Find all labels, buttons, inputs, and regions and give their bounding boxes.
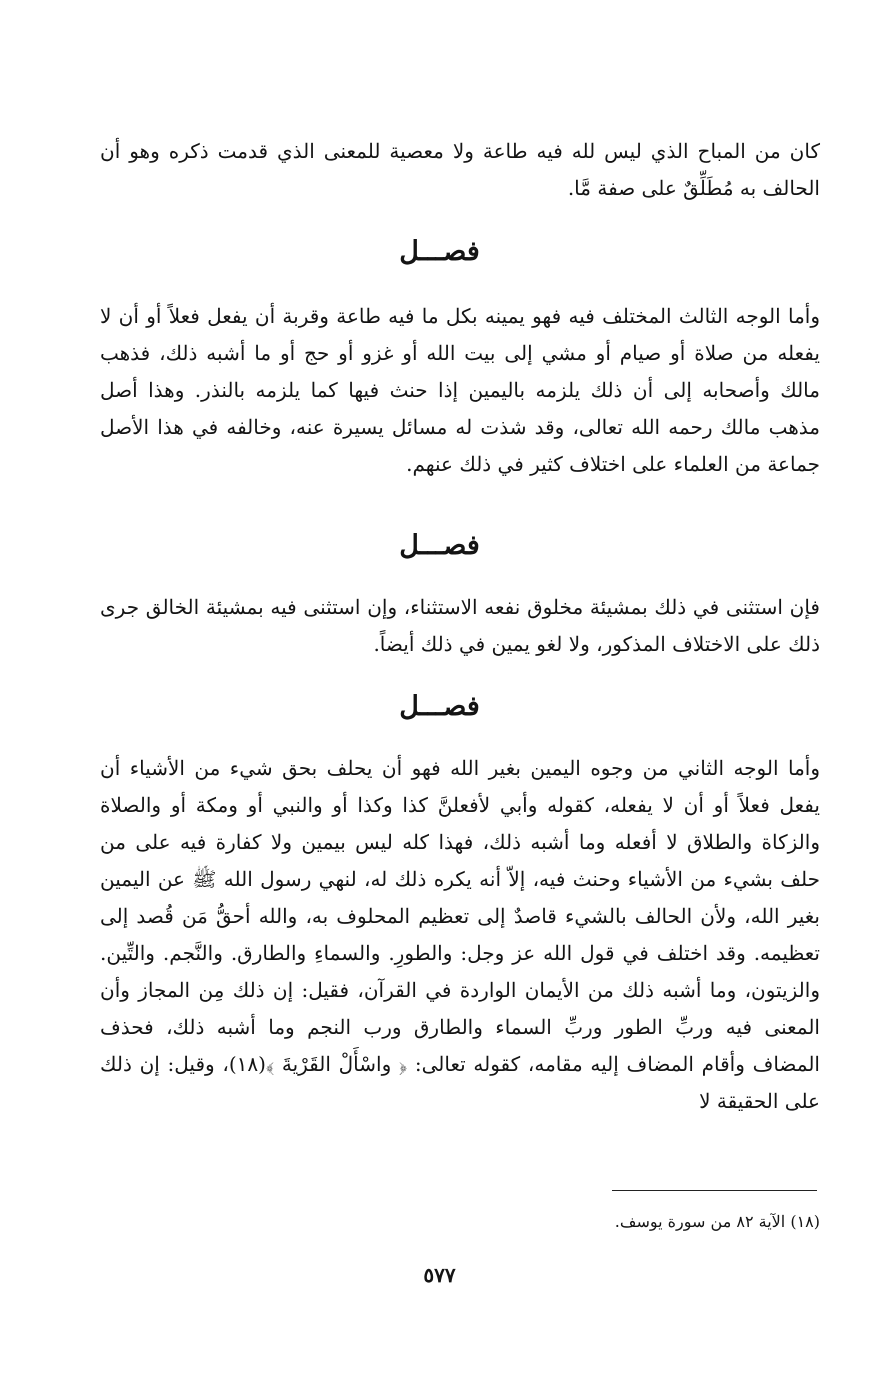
paragraph: فإن استثنى في ذلك بمشيئة مخلوق نفعه الاستثناء، وإن استثنى فيه بمشيئة الخالق جرى ذلك على الاختلاف المذكور، ولا لغو يمين في ذلك أيضاً. — [100, 595, 820, 656]
paragraph: كان من المباح الذي ليس لله فيه طاعة ولا معصية للمعنى الذي قدمت ذكره وهو أن الحالف به مُطَلِّقٌ على صفة مَّا. — [100, 139, 820, 200]
section-heading: فصـــل — [399, 236, 480, 267]
paragraph: وأما الوجه الثاني من وجوه اليمين بغير الله فهو أن يحلف بحق شيء من الأشياء أن يفعل فعلاً أو أن لا يفعله، كقوله وأبي لأفعلنَّ كذا وكذا أو والنبي أو ومكة أو والصلاة والزكاة والطلاق لا أفعله وما أشبه ذلك، فهذا كله ليس بيمين ولا كفارة فيه على من حلف بشيء من الأشياء وحنث فيه، إلاّ أنه يكره ذلك له، لنهي رسول الله ﷺ عن اليمين بغير الله، ولأن الحالف بالشيء قاصدٌ إلى تعظيم المحلوف به، والله أحقُّ مَن قُصد إلى تعظيمه. وقد اختلف في قول الله عز وجل: والطورِ. والسماءِ والطارق. والنَّجم. والتِّين. والزيتون، وما أشبه ذلك من الأيمان الواردة في القرآن، فقيل: إن ذلك مِن المجاز وأن المعنى فيه وربِّ الطور وربِّ السماء والطارق ورب النجم وما أشبه ذلك، فحذف المضاف وأقام المضاف إليه مقامه، كقوله تعالى: ﴿ واسْأَلْ القَرْيةَ ﴾(١٨)، وقيل: إن ذلك على الحقيقة لا — [100, 756, 820, 1113]
footnote: (١٨) الآية ٨٢ من سورة يوسف. — [614, 1212, 820, 1231]
page-number: ٥٧٧ — [423, 1263, 456, 1287]
footnote-divider — [612, 1190, 817, 1191]
section-heading: فصـــل — [399, 691, 480, 722]
section-heading: فصـــل — [399, 530, 480, 561]
paragraph: وأما الوجه الثالث المختلف فيه فهو يمينه بكل ما فيه طاعة وقربة أن يفعل فعلاً أو أن لا يفعله من صلاة أو صيام أو مشي إلى بيت الله أو غزو أو حج أو ما أشبه ذلك، فذهب مالك وأصحابه إلى أن ذلك يلزمه باليمين إذا حنث فيها كما يلزمه بالنذر. وهذا أصل مذهب مالك رحمه الله تعالى، وقد شذت له مسائل يسيرة عنه، وخالفه في هذا الأصل جماعة من العلماء على اختلاف كثير في ذلك عنهم. — [100, 304, 820, 476]
